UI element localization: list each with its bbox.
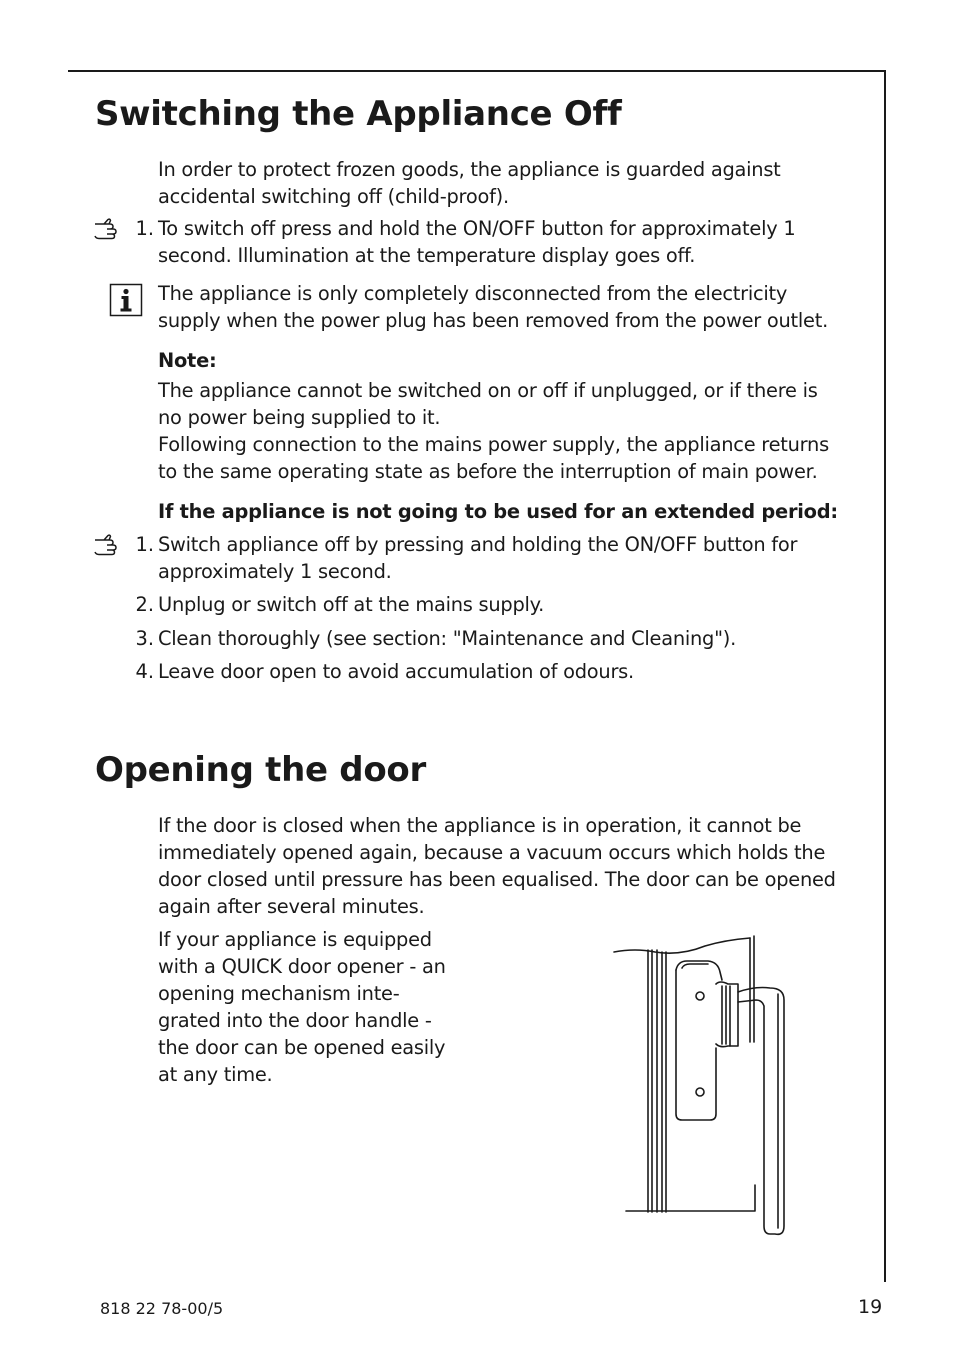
- page-number: 19: [858, 1296, 883, 1318]
- paragraph-line: If your appliance is equipped: [158, 928, 432, 951]
- step-number: 1.: [135, 217, 154, 240]
- door-handle-illustration: [610, 930, 790, 1240]
- step-line: approximately 1 second.: [158, 560, 392, 583]
- top-rule: [68, 70, 886, 72]
- step-line: Leave door open to avoid accumulation of odours.: [158, 660, 634, 683]
- paragraph-line: opening mechanism inte-: [158, 982, 400, 1005]
- paragraph-line: door closed until pressure has been equalised. The door can be opened: [158, 868, 836, 891]
- paragraph-line: with a QUICK door opener - an: [158, 955, 446, 978]
- step-number: 2.: [135, 593, 154, 616]
- paragraph-line: again after several minutes.: [158, 895, 425, 918]
- document-code: 818 22 78-00/5: [100, 1299, 224, 1318]
- paragraph-line: immediately opened again, because a vacuum occurs which holds the: [158, 841, 826, 864]
- step-number: 1.: [135, 533, 154, 556]
- paragraph-line: grated into the door handle -: [158, 1009, 432, 1032]
- info-icon: [109, 283, 143, 317]
- info-line: supply when the power plug has been removed from the power outlet.: [158, 309, 828, 332]
- pointing-hand-icon: [94, 218, 128, 240]
- intro-line: In order to protect frozen goods, the appliance is guarded against: [158, 158, 781, 181]
- extended-period-heading: If the appliance is not going to be used for an extended period:: [158, 500, 838, 523]
- step-line: Unplug or switch off at the mains supply.: [158, 593, 545, 616]
- note-line: The appliance cannot be switched on or off if unplugged, or if there is: [158, 379, 818, 402]
- paragraph-line: at any time.: [158, 1063, 273, 1086]
- section-title-opening-door: Opening the door: [95, 750, 426, 790]
- paragraph-line: the door can be opened easily: [158, 1036, 446, 1059]
- step-line: Switch appliance off by pressing and holding the ON/OFF button for: [158, 533, 798, 556]
- paragraph-line: If the door is closed when the appliance is in operation, it cannot be: [158, 814, 802, 837]
- note-label: Note:: [158, 349, 217, 372]
- note-line: Following connection to the mains power supply, the appliance returns: [158, 433, 829, 456]
- info-line: The appliance is only completely disconnected from the electricity: [158, 282, 788, 305]
- pointing-hand-icon: [94, 534, 128, 556]
- note-line: to the same operating state as before the interruption of main power.: [158, 460, 818, 483]
- note-line: no power being supplied to it.: [158, 406, 441, 429]
- step-line: second. Illumination at the temperature display goes off.: [158, 244, 696, 267]
- step-number: 3.: [135, 627, 154, 650]
- step-line: Clean thoroughly (see section: "Maintenance and Cleaning").: [158, 627, 737, 650]
- intro-line: accidental switching off (child-proof).: [158, 185, 509, 208]
- right-rule: [884, 70, 886, 1282]
- step-number: 4.: [135, 660, 154, 683]
- section-title-switching-off: Switching the Appliance Off: [95, 94, 622, 134]
- step-line: To switch off press and hold the ON/OFF button for approximately 1: [158, 217, 796, 240]
